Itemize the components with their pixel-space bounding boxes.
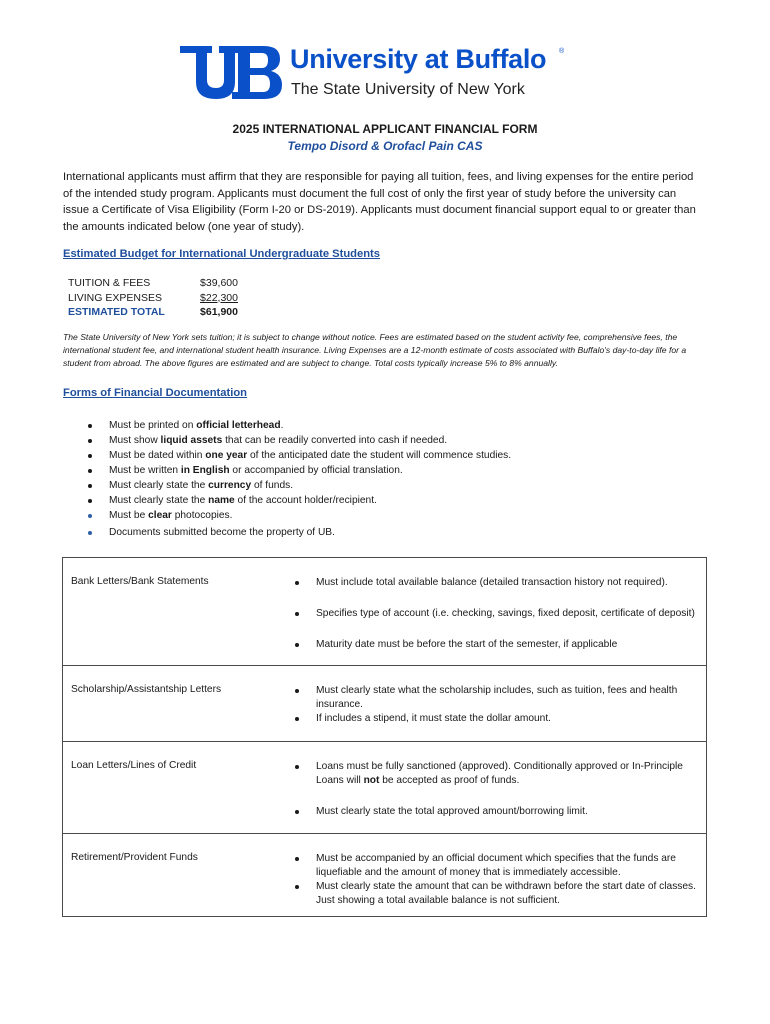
logo-university-name: University at Buffalo — [290, 44, 547, 74]
bullet-icon — [295, 810, 299, 814]
text: Documents submitted become the property of UB. — [109, 526, 335, 538]
bullet-icon — [88, 484, 92, 488]
budget-heading: Estimated Budget for International Undergraduate Students — [63, 248, 381, 260]
budget-total-label: ESTIMATED TOTAL — [68, 306, 165, 318]
text: Loans must be fully sanctioned (approved). Conditionally approved or In-Principle Loans will — [316, 761, 683, 786]
list-item — [88, 433, 688, 448]
text: Must clearly state the total approved amount/borrowing limit. — [316, 806, 588, 817]
text: Must clearly state the amount that can be withdrawn before the start date of classes. Just showing a total available balance is not sufficient. — [316, 881, 696, 906]
document-type-cell: Scholarship/Assistantship Letters — [63, 666, 268, 742]
requirements-cell — [267, 666, 707, 742]
list-item — [88, 508, 688, 525]
text: Must clearly state the — [109, 495, 209, 506]
bold-text: clear — [148, 510, 172, 521]
requirement-item — [295, 712, 696, 726]
budget-label: TUITION & FEES — [68, 277, 151, 289]
bullet-icon — [88, 531, 92, 535]
documentation-table — [62, 557, 707, 917]
text: Maturity date must be before the start of the semester, if applicable — [316, 639, 618, 650]
bold-text: not — [363, 775, 380, 786]
table-row — [63, 666, 707, 742]
requirements-cell — [267, 558, 707, 666]
bullet-icon — [295, 612, 299, 616]
bullet-icon — [88, 499, 92, 503]
text: . — [280, 420, 284, 431]
forms-requirements-list — [88, 418, 688, 541]
text: photocopies. — [171, 510, 233, 521]
bullet-icon — [295, 689, 299, 693]
budget-amount: $22,300 — [200, 291, 238, 304]
table-row — [63, 834, 707, 917]
budget-amount: $39,600 — [200, 277, 238, 289]
table-row — [63, 742, 707, 834]
bullet-icon — [295, 765, 299, 769]
list-item — [88, 418, 688, 433]
bold-text: official letterhead — [196, 420, 281, 431]
text: Must clearly state the — [109, 480, 209, 491]
budget-total-amount: $61,900 — [200, 306, 238, 318]
list-item — [88, 493, 688, 508]
requirements-cell — [267, 834, 707, 917]
requirement-item — [295, 576, 696, 590]
requirement-item — [295, 805, 696, 819]
table-row — [63, 558, 707, 666]
bold-text: liquid assets — [160, 435, 223, 446]
bullet-icon — [88, 469, 92, 473]
requirement-item — [295, 852, 696, 880]
requirement-item — [295, 760, 696, 788]
text: Must include total available balance (detailed transaction history not required). — [316, 577, 668, 588]
requirement-item — [295, 638, 696, 652]
text: If includes a stipend, it must state the dollar amount. — [316, 713, 552, 724]
text: Must be written — [109, 465, 181, 476]
document-type-cell: Loan Letters/Lines of Credit — [63, 742, 268, 834]
bullet-icon — [88, 514, 92, 518]
bold-text: in English — [180, 465, 230, 476]
list-item — [88, 463, 688, 478]
text: of the account holder/recipient. — [234, 495, 377, 506]
bullet-icon — [295, 717, 299, 721]
text: of funds. — [251, 480, 294, 491]
intro-paragraph: International applicants must affirm that they are responsible for paying all tuition, fees, and living expenses for the entire period of the intended study program. Applicants must document the full cost of only the first year of study before the university can issue a Certificate of Visa Eligibility (Form I-20 or DS-2019). Applicants must document financial support equal to or greater than the amounts indicated below (one year of study). — [63, 171, 696, 233]
text: be accepted as proof of funds. — [379, 775, 520, 786]
bold-text: one year — [205, 450, 248, 461]
logo-registered-mark: ® — [559, 48, 565, 55]
text: Must be accompanied by an official document which specifies that the funds are liquefiable and the amount of money that is immediately accessible. — [316, 853, 676, 878]
form-title: 2025 INTERNATIONAL APPLICANT FINANCIAL FORM — [232, 122, 538, 136]
list-item — [88, 448, 688, 463]
requirement-item — [295, 880, 696, 908]
requirement-item — [295, 607, 696, 621]
text: Must be printed on — [109, 420, 197, 431]
requirements-cell — [267, 742, 707, 834]
forms-heading: Forms of Financial Documentation — [63, 387, 247, 399]
list-item — [88, 478, 688, 493]
text: of the anticipated date the student will commence studies. — [247, 450, 512, 461]
bullet-icon — [88, 439, 92, 443]
ub-monogram-icon — [178, 44, 284, 102]
bullet-icon — [88, 454, 92, 458]
text: Specifies type of account (i.e. checking, savings, fixed deposit, certificate of deposit) — [316, 608, 695, 619]
logo-subtitle: The State University of New York — [291, 81, 525, 98]
text: or accompanied by official translation. — [229, 465, 403, 476]
text: Must clearly state what the scholarship includes, such as tuition, fees and health insurance. — [316, 685, 678, 710]
bold-text: currency — [208, 480, 252, 491]
ub-logo — [178, 44, 598, 104]
program-name: Tempo Disord & Orofacl Pain CAS — [287, 139, 483, 153]
text: that can be readily converted into cash if needed. — [222, 435, 448, 446]
text: Must be dated within — [109, 450, 206, 461]
text: Must be — [109, 510, 149, 521]
bullet-icon — [295, 581, 299, 585]
requirement-item — [295, 684, 696, 712]
text: Must show — [109, 435, 161, 446]
bullet-icon — [88, 424, 92, 428]
bullet-icon — [295, 857, 299, 861]
budget-note: The State University of New York sets tuition; it is subject to change without notice. Fees are estimated based on the student activity fee, comprehensive fees, the international student fee, and international student health insurance. Living Expenses are a 12-month estimate of costs associated with Buffalo's day-to-day life for a student from abroad. The above figures are estimated and are subject to change. Total costs typically increase 5% to 8% annually. — [63, 332, 687, 368]
bullet-icon — [295, 885, 299, 889]
budget-label: LIVING EXPENSES — [68, 291, 162, 304]
document-type-cell: Bank Letters/Bank Statements — [63, 558, 268, 666]
bullet-icon — [295, 643, 299, 647]
list-item — [88, 525, 688, 542]
document-type-cell: Retirement/Provident Funds — [63, 834, 268, 917]
bold-text: name — [208, 495, 235, 506]
